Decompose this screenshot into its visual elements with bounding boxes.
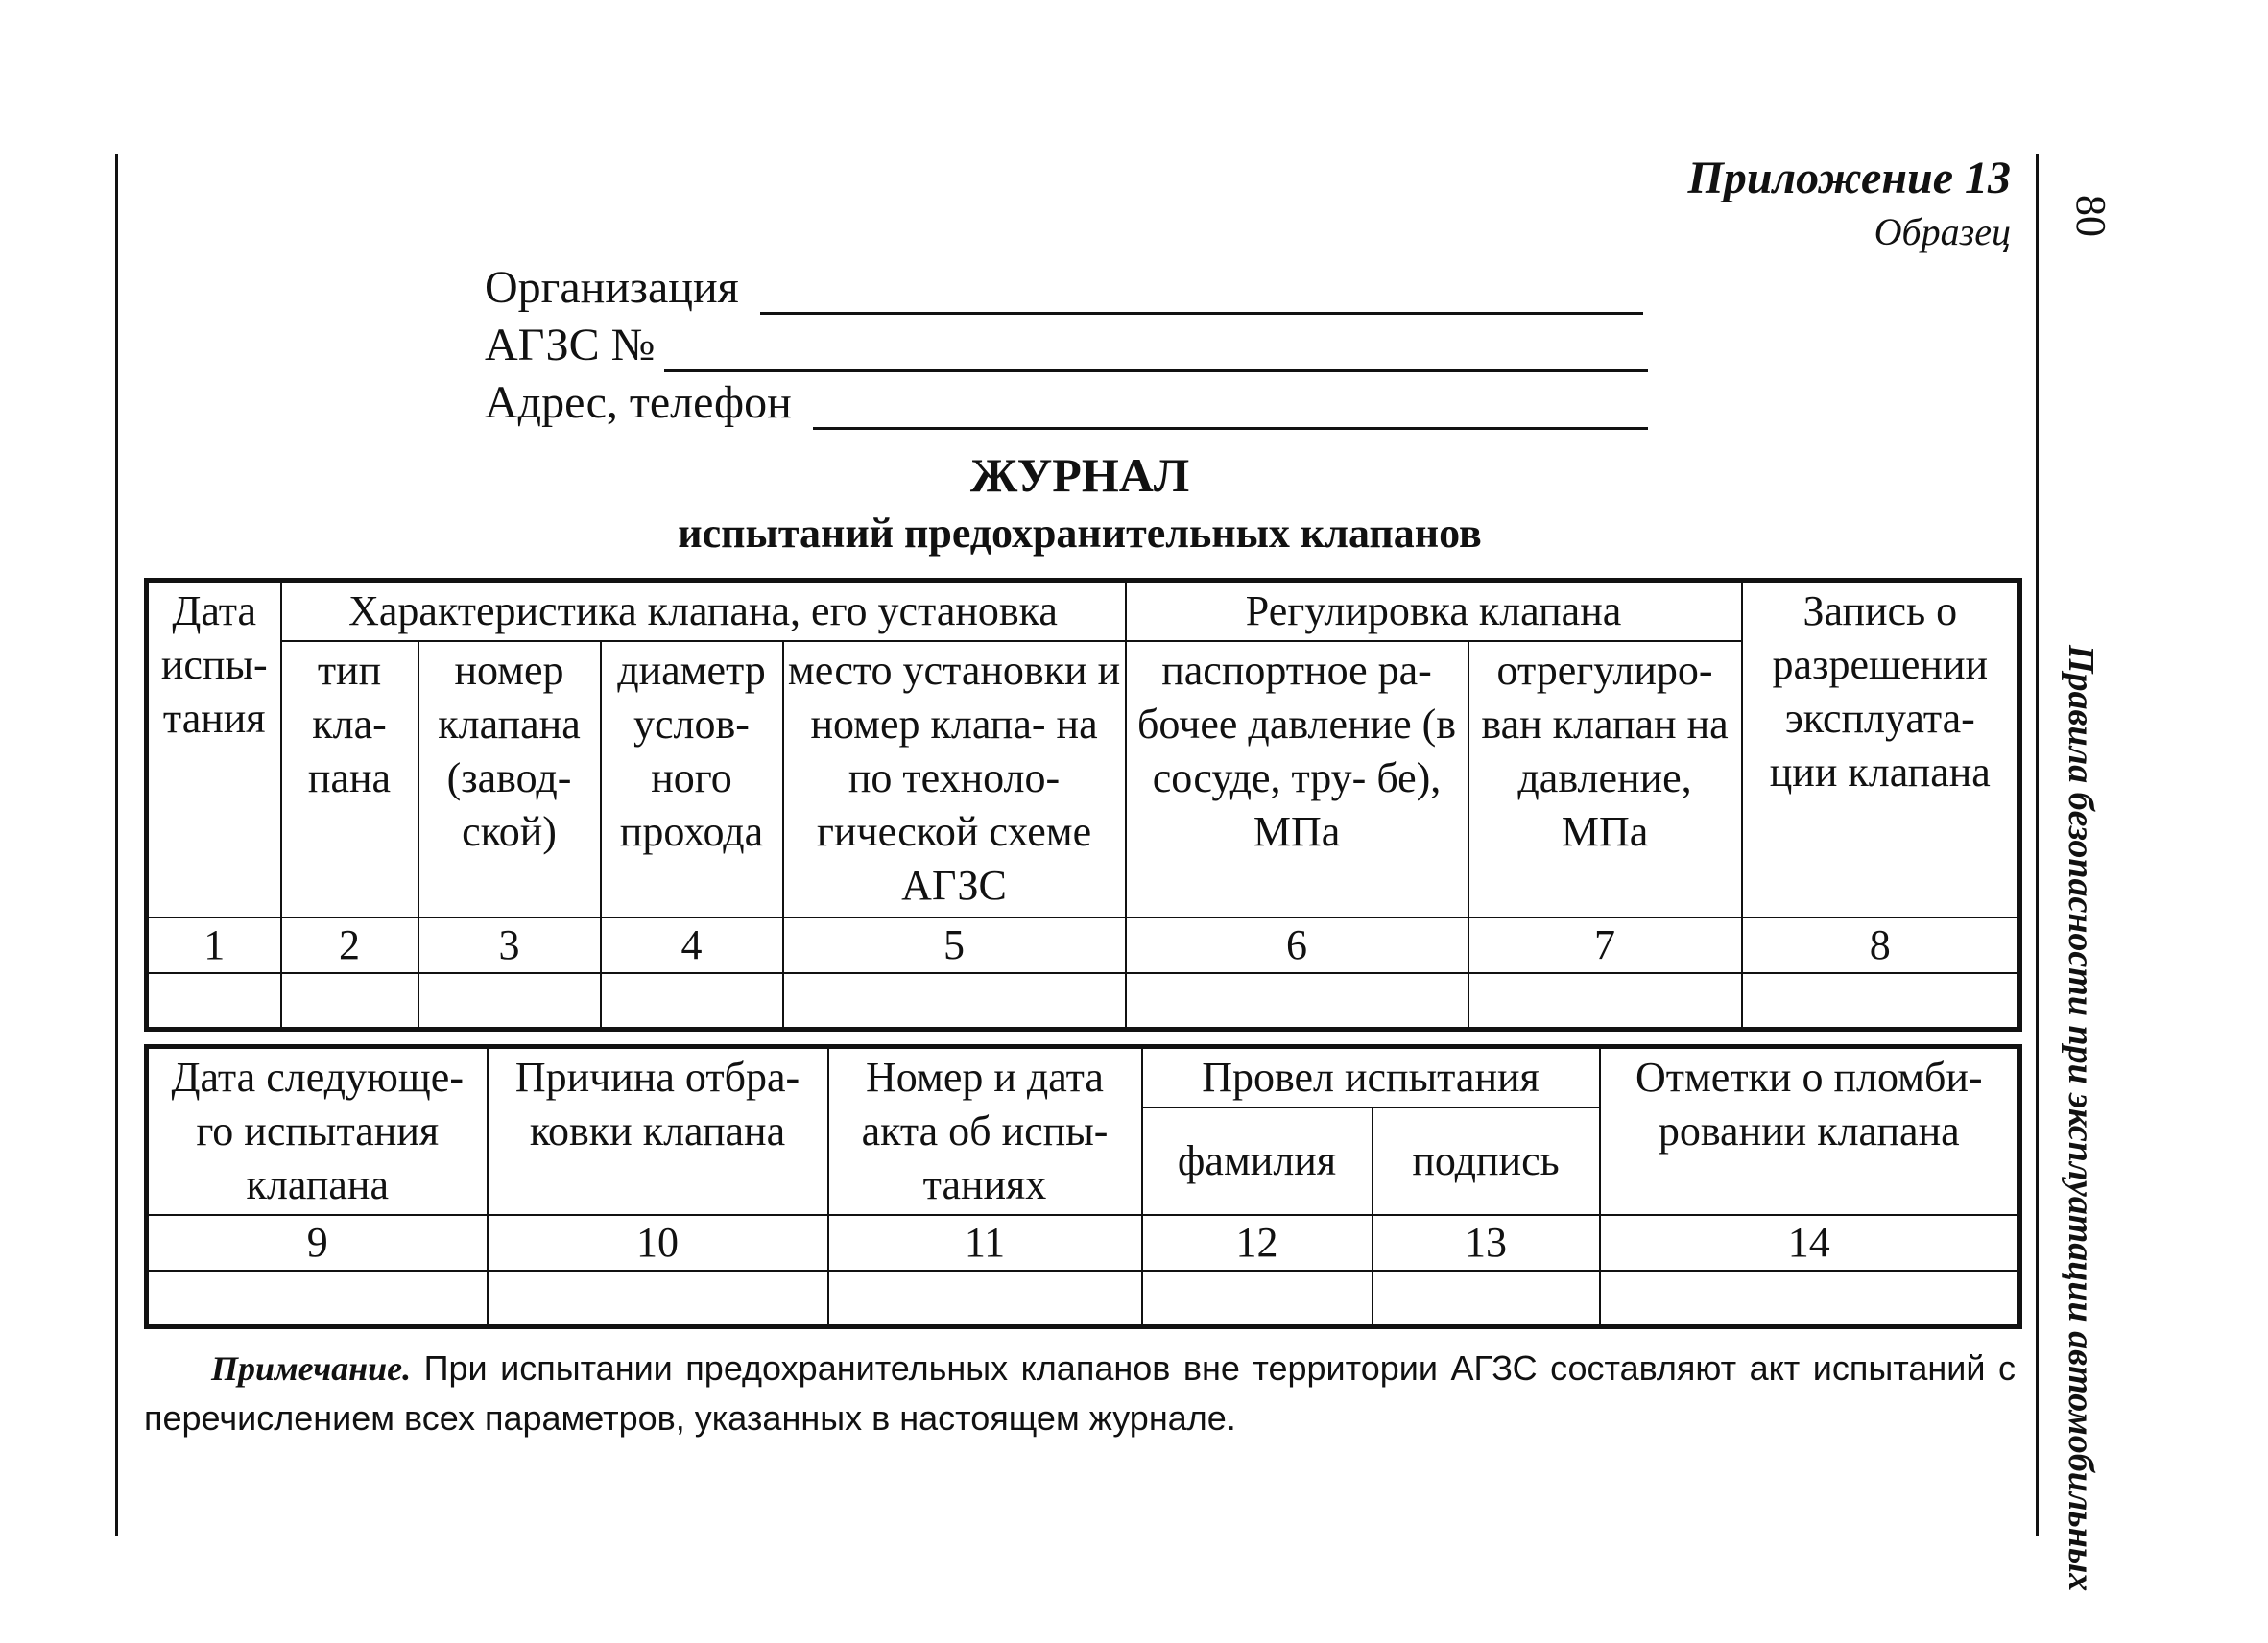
side-running-title: Правила безопасности при эксплуатации автомобильных: [2061, 645, 2101, 1592]
column-number: 7: [1468, 917, 1742, 973]
column-number: 12: [1142, 1215, 1373, 1271]
empty-cell: [1373, 1271, 1600, 1326]
sample-label: Образец: [1874, 210, 2011, 253]
right-margin-rule: [2036, 154, 2039, 1536]
appendix-label: Приложение 13: [1687, 153, 2011, 203]
header-permission-record: Запись о разрешении эксплуата- ции клапана: [1742, 581, 2020, 918]
header-surname: фамилия: [1142, 1107, 1373, 1215]
empty-cell: [281, 973, 418, 1029]
header-nominal-diameter: диаметр услов- ного прохода: [601, 641, 783, 917]
left-margin-rule: [115, 154, 118, 1536]
journal-title: ЖУРНАЛ: [969, 448, 1190, 502]
header-signature: подпись: [1373, 1107, 1600, 1215]
organization-label: Организация: [485, 262, 739, 313]
column-number: 1: [147, 917, 281, 973]
table-row: [147, 973, 2020, 1029]
column-number: 8: [1742, 917, 2020, 973]
address-phone-label: Адрес, телефон: [485, 377, 792, 428]
header-test-date: Дата испы- тания: [147, 581, 281, 918]
agzs-number-label: АГЗС №: [485, 320, 656, 370]
page-number: 80: [2067, 195, 2114, 237]
empty-cell: [1126, 973, 1468, 1029]
empty-cell: [783, 973, 1126, 1029]
organization-field: [485, 261, 1643, 315]
column-number: 2: [281, 917, 418, 973]
header-reject-reason: Причина отбра- ковки клапана: [488, 1047, 828, 1216]
empty-cell: [488, 1271, 828, 1326]
header-sealing-marks: Отметки о пломби- ровании клапана: [1600, 1047, 2020, 1216]
header-tested-by: Провел испытания: [1142, 1047, 1600, 1108]
note-label: Примечание.: [211, 1349, 412, 1388]
header-act-number-date: Номер и дата акта об испы- таниях: [828, 1047, 1142, 1216]
column-number: 4: [601, 917, 783, 973]
column-number: 13: [1373, 1215, 1600, 1271]
empty-cell: [1142, 1271, 1373, 1326]
header-passport-pressure: паспортное ра- бочее давление (в сосуде, тру- бе), МПа: [1126, 641, 1468, 917]
header-next-test-date: Дата следующе- го испытания клапана: [147, 1047, 488, 1216]
empty-cell: [147, 1271, 488, 1326]
column-number: 6: [1126, 917, 1468, 973]
column-number: 9: [147, 1215, 488, 1271]
note-text: При испытании предохранительных клапанов вне территории АГЗС составляют акт испытаний с перечислением всех параметров, указанных в настоящем журнале.: [144, 1348, 2016, 1438]
empty-cell: [1468, 973, 1742, 1029]
column-number: 14: [1600, 1215, 2020, 1271]
journal-table-part-1: [144, 578, 2022, 1032]
table-row: [147, 1271, 2020, 1326]
empty-cell: [1600, 1271, 2020, 1326]
journal-subtitle: испытаний предохранительных клапанов: [678, 510, 1482, 557]
header-valve-number: номер клапана (завод- ской): [418, 641, 601, 917]
header-adjusted-pressure: отрегулиро- ван клапан на давление, МПа: [1468, 641, 1742, 917]
header-valve-type: тип кла- пана: [281, 641, 418, 917]
address-phone-field: [485, 376, 1648, 430]
header-valve-adjustment: Регулировка клапана: [1126, 581, 1742, 642]
note-paragraph: [144, 1344, 2016, 1443]
empty-cell: [418, 973, 601, 1029]
journal-table-part-2: [144, 1044, 2022, 1329]
column-number: 10: [488, 1215, 828, 1271]
address-phone-blank-line: [813, 389, 1648, 430]
header-valve-characteristics: Характеристика клапана, его установка: [281, 581, 1126, 642]
agzs-number-field: [485, 319, 1648, 372]
empty-cell: [828, 1271, 1142, 1326]
empty-cell: [1742, 973, 2020, 1029]
empty-cell: [601, 973, 783, 1029]
column-number: 11: [828, 1215, 1142, 1271]
column-number: 5: [783, 917, 1126, 973]
column-number: 3: [418, 917, 601, 973]
organization-blank-line: [760, 274, 1643, 315]
header-install-place: место установки и номер клапа- на по техноло- гической схеме АГЗС: [783, 641, 1126, 917]
empty-cell: [147, 973, 281, 1029]
agzs-number-blank-line: [664, 331, 1648, 372]
